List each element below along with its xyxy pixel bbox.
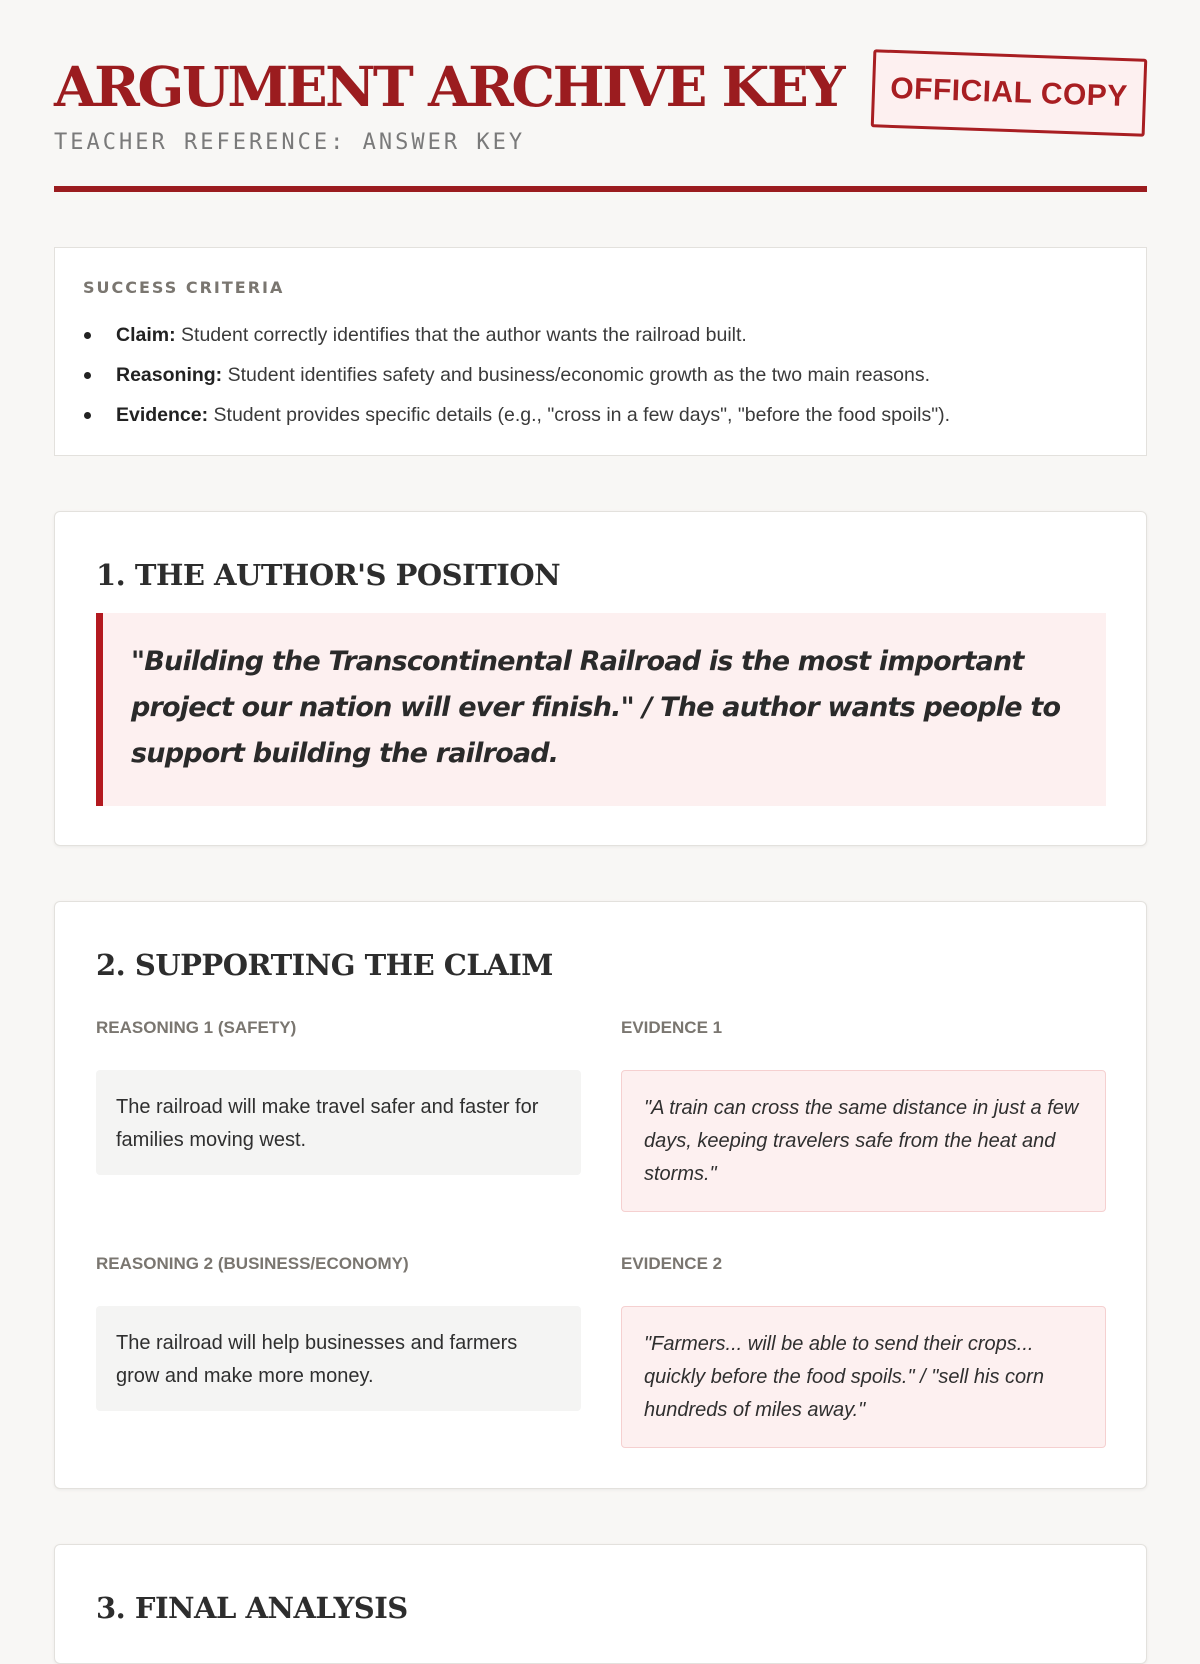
header-divider xyxy=(54,186,1147,192)
page-header xyxy=(54,0,1147,195)
reasoning-1-answer: The railroad will make travel safer and faster for families moving west. xyxy=(96,1070,581,1175)
success-criteria-label: SUCCESS CRITERIA xyxy=(83,278,285,297)
answer-key-page xyxy=(54,0,1147,1625)
criteria-item-claim xyxy=(83,315,1118,355)
criteria-term: Reasoning: xyxy=(116,364,223,386)
page-title: ARGUMENT ARCHIVE KEY xyxy=(54,54,844,119)
evidence-2-answer: "Farmers... will be able to send their crops... quickly before the food spoils." / "sell his corn hundreds of miles away." xyxy=(621,1306,1106,1448)
criteria-text: Student identifies safety and business/economic growth as the two main reasons. xyxy=(222,364,930,386)
criteria-term: Claim: xyxy=(116,324,176,346)
success-criteria-box xyxy=(54,247,1147,456)
section-authors-position xyxy=(54,511,1147,846)
section-supporting-claim xyxy=(54,901,1147,1489)
criteria-item-evidence xyxy=(83,395,1118,435)
reasoning-1-label: REASONING 1 (SAFETY) xyxy=(96,1018,297,1037)
section-title: 1. THE AUTHOR'S POSITION xyxy=(96,558,561,592)
reasoning-2-answer: The railroad will help businesses and farmers grow and make more money. xyxy=(96,1306,581,1411)
official-copy-stamp: OFFICIAL COPY xyxy=(871,49,1148,137)
criteria-item-reasoning xyxy=(83,355,1118,395)
criteria-text: Student provides specific details (e.g., "cross in a few days", "before the food spoils"). xyxy=(208,404,951,426)
criteria-term: Evidence: xyxy=(116,404,209,426)
criteria-text: Student correctly identifies that the author wants the railroad built. xyxy=(175,324,747,346)
criteria-list xyxy=(83,315,1118,435)
author-position-answer: "Building the Transcontinental Railroad is the most important project our nation will ever finish." / The author wants people to support building the railroad. xyxy=(96,613,1106,806)
section-final-analysis xyxy=(54,1544,1147,1664)
page-subtitle: TEACHER REFERENCE: ANSWER KEY xyxy=(54,130,526,155)
section-title: 2. SUPPORTING THE CLAIM xyxy=(96,948,553,982)
evidence-2-label: EVIDENCE 2 xyxy=(621,1254,723,1273)
section-title: 3. FINAL ANALYSIS xyxy=(96,1591,408,1625)
evidence-1-answer: "A train can cross the same distance in just a few days, keeping travelers safe from the heat and storms." xyxy=(621,1070,1106,1212)
reasoning-2-label: REASONING 2 (BUSINESS/ECONOMY) xyxy=(96,1254,409,1273)
evidence-1-label: EVIDENCE 1 xyxy=(621,1018,723,1037)
